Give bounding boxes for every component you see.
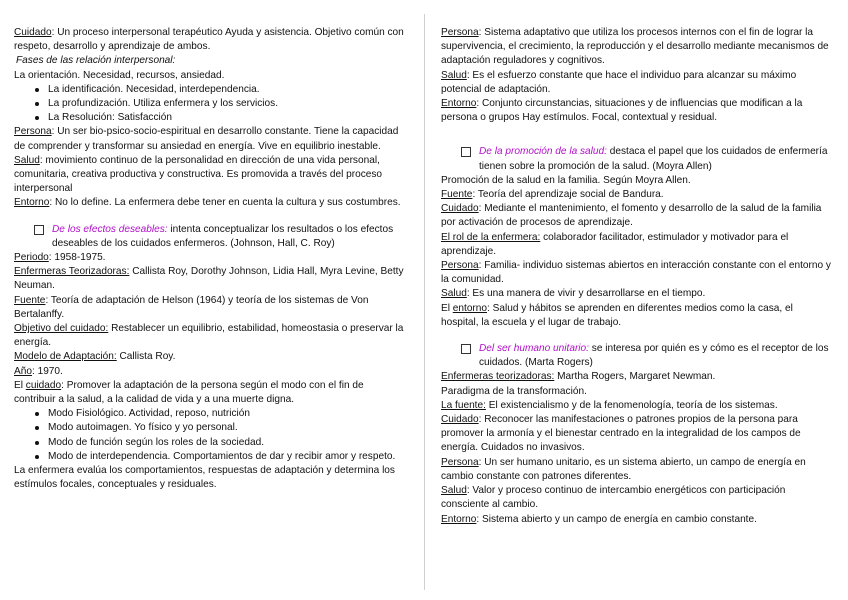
entorno2-pre: El — [441, 302, 453, 314]
persona-label: Persona — [441, 27, 479, 38]
rol-paragraph — [441, 231, 833, 259]
cuidado-paragraph — [14, 26, 406, 54]
cuidado-text: : Mediante el mantenimiento, el fomento y desarrollo de la salud de la familia por activación de procesos de aprendizaje. — [441, 203, 822, 229]
list-item: La identificación. Necesidad, interdependencia. — [48, 83, 406, 97]
fuente2-text: El existencialismo y de la fenomenología, teoría de los sistemas. — [485, 399, 778, 411]
cuidado-paragraph — [441, 202, 833, 230]
section-promocion-salud — [441, 145, 833, 173]
periodo-paragraph — [14, 251, 406, 265]
list-item: Modo de interdependencia. Comportamientos de dar y recibir amor y respeto. — [48, 450, 406, 464]
anio-label: Año — [14, 365, 32, 377]
fuente-paragraph — [14, 294, 406, 322]
fases-list — [14, 83, 406, 126]
left-column — [14, 26, 406, 493]
persona2-text: : Familia- individuo sistemas abiertos en interacción constante con el entorno y la comunidad. — [441, 260, 831, 286]
entorno3-text: : Sistema abierto y un campo de energía en cambio constante. — [476, 513, 757, 525]
section-title: Del ser humano unitario: — [479, 343, 589, 355]
salud2-paragraph — [441, 287, 833, 301]
cuidado2-label: Cuidado — [441, 414, 479, 426]
section-text: destaca el papel que los cuidados de enfermería tienen sobre la promoción de la salud. (Moyra Allen) — [479, 146, 828, 172]
entorno-paragraph — [14, 196, 406, 210]
entorno-text: : Conjunto circunstancias, situaciones y de influencias que modifican a la persona o grupos Hay estímulos. Focal, contextual y residual. — [441, 98, 803, 124]
orientacion-text: La orientación. Necesidad, recursos, ansiedad. — [14, 69, 225, 81]
cuidado2-paragraph — [441, 413, 833, 456]
list-item: Modo autoimagen. Yo físico y yo personal. — [48, 421, 406, 435]
section-text: intenta conceptualizar los resultados o los efectos deseables de los cuidados enfermeros. (Johnson, Hall, C. Roy) — [52, 223, 394, 249]
el-cuidado-text: : Promover la adaptación de la persona según el modo con el fin de contribuir a la salud, a la calidad de vida y a una muerte digna. — [14, 379, 364, 406]
objetivo-paragraph — [14, 322, 406, 350]
persona-paragraph — [14, 125, 406, 153]
periodo-text: : 1958-1975. — [48, 252, 106, 264]
objetivo-label: Objetivo del cuidado: — [14, 323, 109, 335]
cuidado-text: : Un proceso interpersonal terapéutico Ayuda y asistencia. Objetivo común con respeto, desarrollo y aprendizaje de ambos. — [14, 27, 404, 53]
list-item: Modo Fisiológico. Actividad, reposo, nutrición — [48, 407, 406, 421]
persona2-label: Persona — [441, 260, 479, 272]
cuidado-label: Cuidado — [14, 27, 52, 38]
section-efectos-deseables — [14, 223, 406, 251]
salud2-label: Salud — [441, 288, 467, 300]
persona3-paragraph — [441, 456, 833, 484]
right-column — [441, 26, 833, 527]
section-title: De los efectos deseables: — [52, 223, 168, 235]
persona2-paragraph — [441, 259, 833, 287]
fuente-label: Fuente — [441, 189, 473, 201]
salud3-text: : Valor y proceso continuo de intercambio energéticos con participación consciente al cambio. — [441, 485, 786, 511]
section-text: se interesa por quién es y cómo es el receptor de los cuidados. (Marta Rogers) — [479, 343, 829, 369]
modelo-paragraph — [14, 350, 406, 364]
section-title: De la promoción de la salud: — [479, 146, 607, 158]
column-divider — [424, 14, 425, 590]
entorno-label: Entorno — [441, 98, 477, 110]
salud-label: Salud — [441, 69, 467, 81]
salud-paragraph — [441, 69, 833, 97]
modelo-label: Modelo de Adaptación: — [14, 351, 117, 363]
fases-title: Fases de las relación interpersonal: — [16, 55, 176, 67]
entorno2-label: entorno — [452, 302, 488, 314]
periodo-label: Periodo — [14, 252, 49, 264]
persona3-label: Persona — [441, 456, 479, 468]
persona3-text: : Un ser humano unitario, es un sistema abierto, un campo de energía en cambio constante con patrones diferentes. — [441, 456, 806, 482]
objetivo-text: Restablecer un equilibrio, estabilidad, homeostasia o preservar la energía. — [14, 323, 404, 349]
list-item: Modo de función según los roles de la sociedad. — [48, 436, 406, 450]
checkbox-icon[interactable] — [461, 344, 471, 354]
teorizadoras-text: Callista Roy, Dorothy Johnson, Lidia Hall, Myra Levine, Betty Neuman. — [14, 266, 404, 292]
entorno2-paragraph — [441, 302, 833, 330]
rol-text: colaborador facilitador, estimulador y motivador para el aprendizaje. — [441, 231, 789, 257]
paradigma-text: Paradigma de la transformación. — [441, 385, 587, 397]
el-cuidado-label: cuidado — [25, 379, 62, 391]
cuidado-label: Cuidado — [441, 203, 479, 215]
persona-paragraph — [441, 26, 833, 69]
anio-text: : 1970. — [31, 365, 63, 377]
entorno-paragraph — [441, 97, 833, 125]
entorno2-text: : Salud y hábitos se aprenden en diferentes medios como la casa, el hospital, la escuela y el lugar de trabajo. — [441, 302, 793, 328]
salud3-paragraph — [441, 484, 833, 512]
teorizadoras-text: Martha Rogers, Margaret Newman. — [554, 371, 716, 383]
cuidado2-text: : Reconocer las manifestaciones o patrones propios de la persona para promover la armonía y el bienestar centrado en la integralidad de los campos de energía. Cuidados no invasivos. — [441, 414, 801, 454]
el-cuidado-pre: El — [14, 379, 26, 391]
promocion-text: Promoción de la salud en la familia. Según Moyra Allen. — [441, 174, 691, 186]
checkbox-icon[interactable] — [34, 225, 44, 235]
modos-list — [14, 407, 406, 464]
final-paragraph: La enfermera evalúa los comportamientos, respuestas de adaptación y determina los estímulos focales, conceptuales y residuales. — [14, 465, 395, 491]
fuente-paragraph — [441, 188, 833, 202]
salud-paragraph — [14, 154, 406, 197]
entorno-label: Entorno — [14, 197, 50, 209]
salud-label: Salud — [14, 154, 40, 166]
anio-paragraph — [14, 365, 406, 379]
fuente-label: Fuente — [14, 294, 46, 306]
persona-text: : Sistema adaptativo que utiliza los procesos internos con el fin de lograr la supervivencia, el crecimiento, la reproducción y el desarrollo mediante mecanismos de adaptación reguladores y cognitivos. — [441, 27, 829, 67]
checkbox-icon[interactable] — [461, 147, 471, 157]
salud2-text: : Es una manera de vivir y desarrollarse en el tiempo. — [466, 288, 706, 300]
rol-label: El rol de la enfermera: — [441, 231, 541, 243]
teorizadoras-label: Enfermeras Teorizadoras: — [14, 266, 130, 278]
persona-label: Persona — [14, 126, 52, 138]
salud-text: : movimiento continuo de la personalidad en dirección de una vida personal, comunitaria, creativa productiva y constructiva. Es promovida a través del proceso interpersonal — [14, 154, 383, 195]
teorizadoras-paragraph — [441, 370, 833, 384]
el-cuidado-paragraph — [14, 379, 406, 407]
fuente-text: : Teoría de adaptación de Helson (1964) y teoría de los sistemas de Von Bertalanffy. — [14, 294, 369, 320]
teorizadoras-label: Enfermeras teorizadoras: — [441, 371, 555, 383]
entorno-text: : No lo define. La enfermera debe tener en cuenta la cultura y sus costumbres. — [49, 197, 401, 209]
modelo-text: Callista Roy. — [116, 351, 176, 363]
list-item: La profundización. Utiliza enfermera y los servicios. — [48, 97, 406, 111]
fuente2-paragraph — [441, 399, 833, 413]
persona-text: : Un ser bio-psico-socio-espiritual en desarrollo constante. Tiene la capacidad de comprender y transformar su ansiedad en energía. Vive en equilibrio inestable. — [14, 126, 399, 152]
teorizadoras-paragraph — [14, 265, 406, 293]
salud-text: : Es el esfuerzo constante que hace el individuo para alcanzar su máximo potencial de adaptación. — [441, 69, 797, 95]
entorno3-label: Entorno — [441, 513, 477, 525]
section-ser-humano-unitario — [441, 342, 833, 370]
list-item: La Resolución: Satisfacción — [48, 111, 406, 125]
fuente-text: : Teoría del aprendizaje social de Bandura. — [472, 189, 664, 201]
fuente2-label: La fuente: — [441, 399, 486, 411]
salud3-label: Salud — [441, 485, 467, 497]
entorno3-paragraph — [441, 513, 833, 527]
